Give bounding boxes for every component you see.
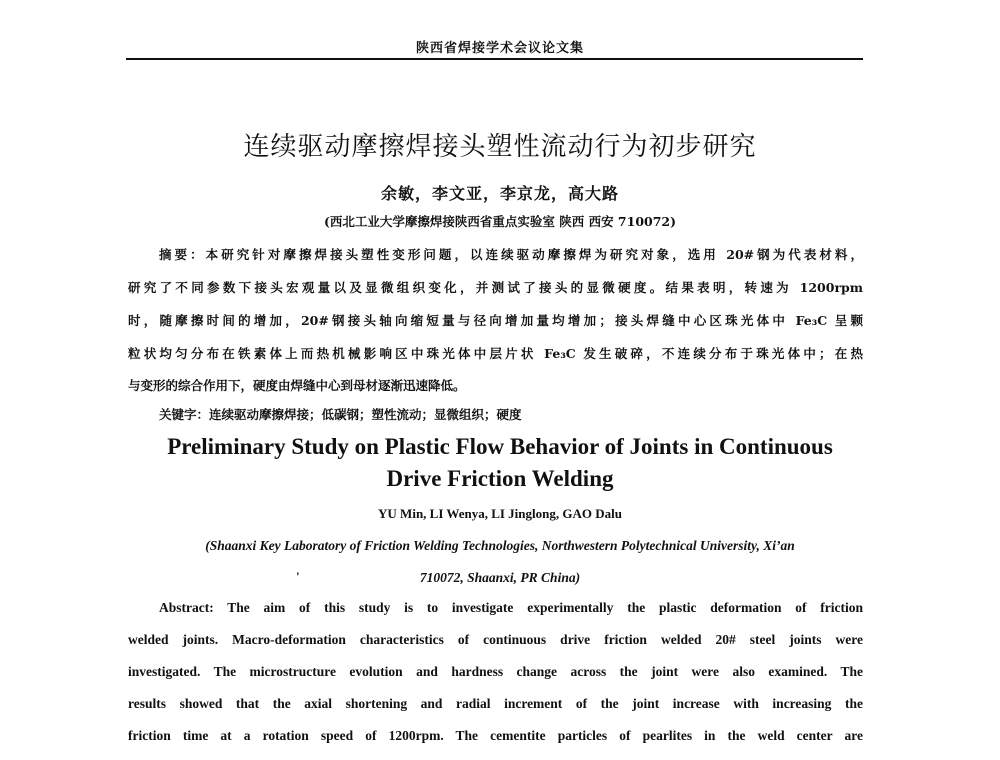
abstract-en-line: Abstract: The aim of this study is to investigate experimentally the plastic deformation of friction [159,600,863,615]
affiliation-en-line1: (Shaanxi Key Laboratory of Friction Welding Technologies, Northwestern Polytechnical University, Xi’an [205,538,795,553]
paper-title-cn: 连续驱动摩擦焊接头塑性流动行为初步研究 [243,132,757,162]
paper-title-en-line2: Drive Friction Welding [386,466,614,491]
paper-title-en-line1: Preliminary Study on Plastic Flow Behavior of Joints in Continuous [167,434,833,459]
authors-en: YU Min, LI Wenya, LI Jinglong, GAO Dalu [378,506,622,521]
abstract-cn-line: 粒状均匀分布在铁素体上而热机械影响区中珠光体中层片状 Fe₃C 发生破碎，不连续分布于珠光体中；在热 [128,346,863,361]
abstract-en-line: friction time at a rotation speed of 1200rpm. The cementite particles of pearlites in the weld center are [128,728,863,743]
keywords-cn: 关键字：连续驱动摩擦焊接；低碳钢；塑性流动；显微组织；硬度 [159,407,522,422]
authors-cn: 余敏，李文亚，李京龙，高大路 [380,184,619,203]
abstract-cn-line: 摘要：本研究针对摩擦焊接头塑性变形问题，以连续驱动摩擦焊为研究对象，选用 20#钢为代表材料， [159,247,863,262]
header-rule [126,58,863,60]
abstract-cn-line: 与变形的综合作用下，硬度由焊缝中心到母材逐渐迅速降低。 [128,378,466,393]
running-header: 陕西省焊接学术会议论文集 [415,41,584,56]
affiliation-en-line2: 710072, Shaanxi, PR China) [419,570,581,585]
abstract-en-line: investigated. The microstructure evolution and hardness change across the joint were also examined. The [128,664,863,679]
affiliation-cn: (西北工业大学摩擦焊接陕西省重点实验室 陕西 西安 710072) [323,214,677,229]
abstract-en-line: results showed that the axial shortening and radial increment of the joint increase with increasing the [128,696,863,711]
abstract-en-line: welded joints. Macro-deformation characteristics of continuous drive friction welded 20# steel joints were [128,632,863,647]
stray-mark: ' [296,569,300,584]
abstract-cn-line: 研究了不同参数下接头宏观量以及显微组织变化，并测试了接头的显微硬度。结果表明，转速为 1200rpm [128,280,863,295]
abstract-cn-line: 时，随摩擦时间的增加，20#钢接头轴向缩短量与径向增加量均增加；接头焊缝中心区珠光体中 Fe₃C 呈颗 [128,313,863,328]
